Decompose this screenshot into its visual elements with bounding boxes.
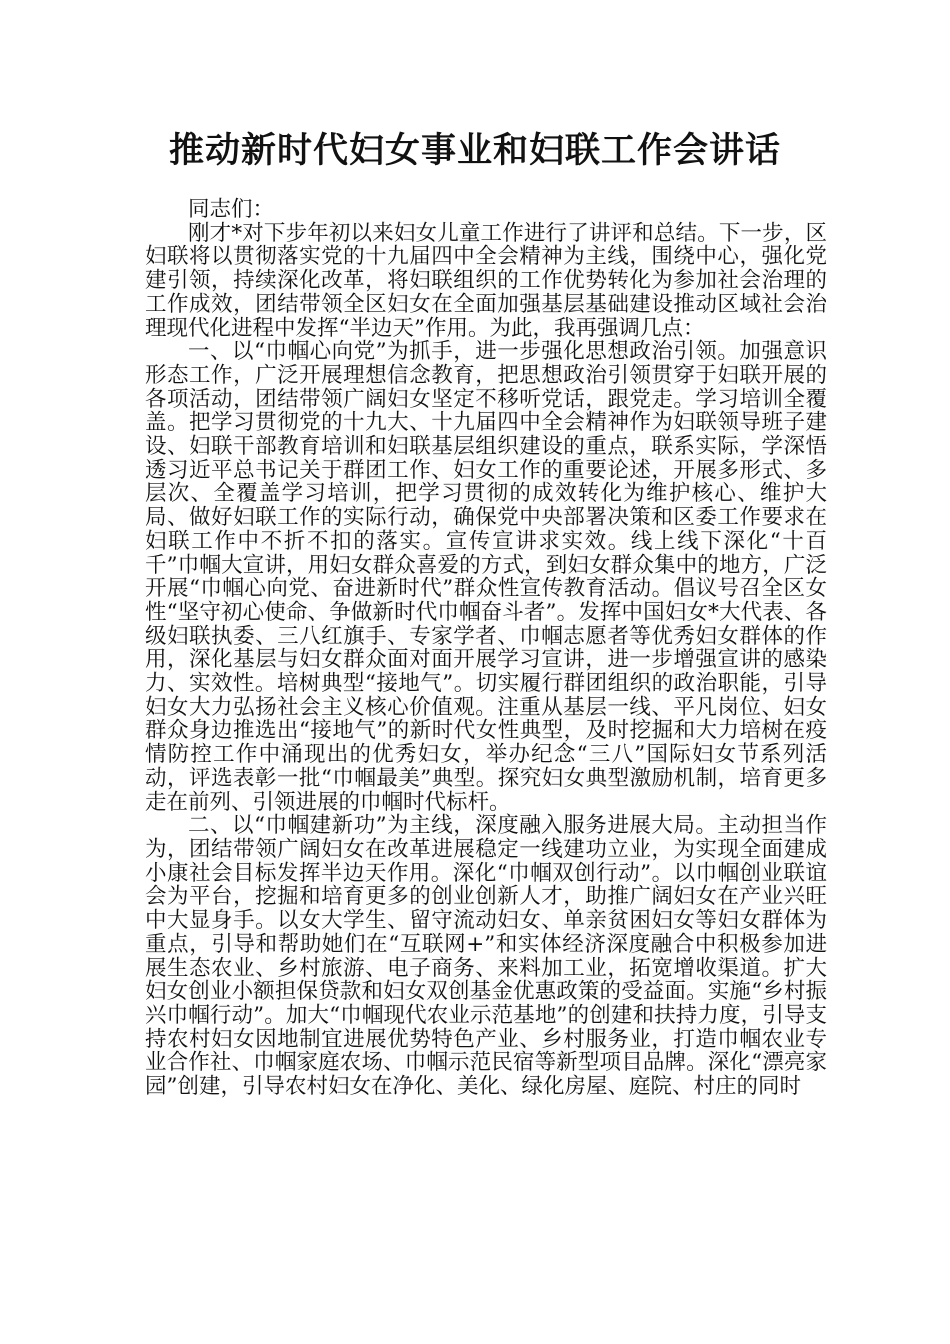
section-two-paragraph: 二、以“巾帼建新功”为主线，深度融入服务进展大局。主动担当作为，团结带领广阔妇女在改革进展稳定一线建功立业，为实现全面建成小康社会目标发挥半边天作用。深化“巾帼双创行动”。以巾帼创业联谊会为平台，挖掘和培育更多的创业创新人才，助推广阔妇女在产业兴旺中大显身手。以女大学生、留守流动妇女、单亲贫困妇女等妇女群体为重点，引导和帮助她们在“互联网+”和实体经济深度融合中积极参加进展生态农业、乡村旅游、电子商务、来料加工业，拓宽增收渠道。扩大妇女创业小额担保贷款和妇女双创基金优惠政策的受益面。实施“乡村振兴巾帼行动”。加大“巾帼现代农业示范基地”的创建和扶持力度，引导支持农村妇女因地制宜进展优势特色产业、乡村服务业，打造巾帼农业专业合作社、巾帼家庭农场、巾帼示范民宿等新型项目品牌。深化“漂亮家园”创建，引导农村妇女在净化、美化、绿化房屋、庭院、村庄的同时 [145, 813, 827, 1100]
document-title: 推动新时代妇女事业和妇联工作会讲话 [168, 131, 781, 171]
salutation-paragraph: 同志们： [188, 197, 275, 222]
document-body [145, 198, 827, 1099]
intro-paragraph: 刚才*对下步年初以来妇女儿童工作进行了讲评和总结。下一步，区妇联将以贯彻落实党的十九届四中全会精神为主线，围绕中心，强化党建引领，持续深化改革，将妇联组织的工作优势转化为参加社会治理的工作成效，团结带领全区妇女在全面加强基层基础建设推动区域社会治理现代化进程中发挥“半边天”作用。为此，我再强调几点： [145, 220, 827, 341]
section-one-paragraph: 一、以“巾帼心向党”为抓手，进一步强化思想政治引领。加强意识形态工作，广泛开展理想信念教育，把思想政治引领贯穿于妇联开展的各项活动，团结带领广阔妇女坚定不移听党话，跟党走。学习培训全覆盖。把学习贯彻党的十九大、十九届四中全会精神作为妇联领导班子建设、妇联干部教育培训和妇联基层组织建设的重点，联系实际，学深悟透习近平总书记关于群团工作、妇女工作的重要论述，开展多形式、多层次、全覆盖学习培训，把学习贯彻的成效转化为维护核心、维护大局、做好妇联工作的实际行动，确保党中央部署决策和区委工作要求在妇联工作中不折不扣的落实。宣传宣讲求实效。线上线下深化“十百千”巾帼大宣讲，用妇女群众喜爱的方式，到妇女群众集中的地方，广泛开展“巾帼心向党、奋进新时代”群众性宣传教育活动。倡议号召全区女性“坚守初心使命、争做新时代巾帼奋斗者”。发挥中国妇女*大代表、各级妇联执委、三八红旗手、专家学者、巾帼志愿者等优秀妇女群体的作用，深化基层与妇女群众面对面开展学习宣讲，进一步增强宣讲的感染力、实效性。培树典型“接地气”。切实履行群团组织的政治职能，引导妇女大力弘扬社会主义核心价值观。注重从基层一线、平凡岗位、妇女群众身边推选出“接地气”的新时代女性典型，及时挖掘和大力培树在疫情防控工作中涌现出的优秀妇女，举办纪念“三八”国际妇女节系列活动，评选表彰一批“巾帼最美”典型。探究妇女典型激励机制，培育更多走在前列、引领进展的巾帼时代标杆。 [145, 339, 827, 815]
